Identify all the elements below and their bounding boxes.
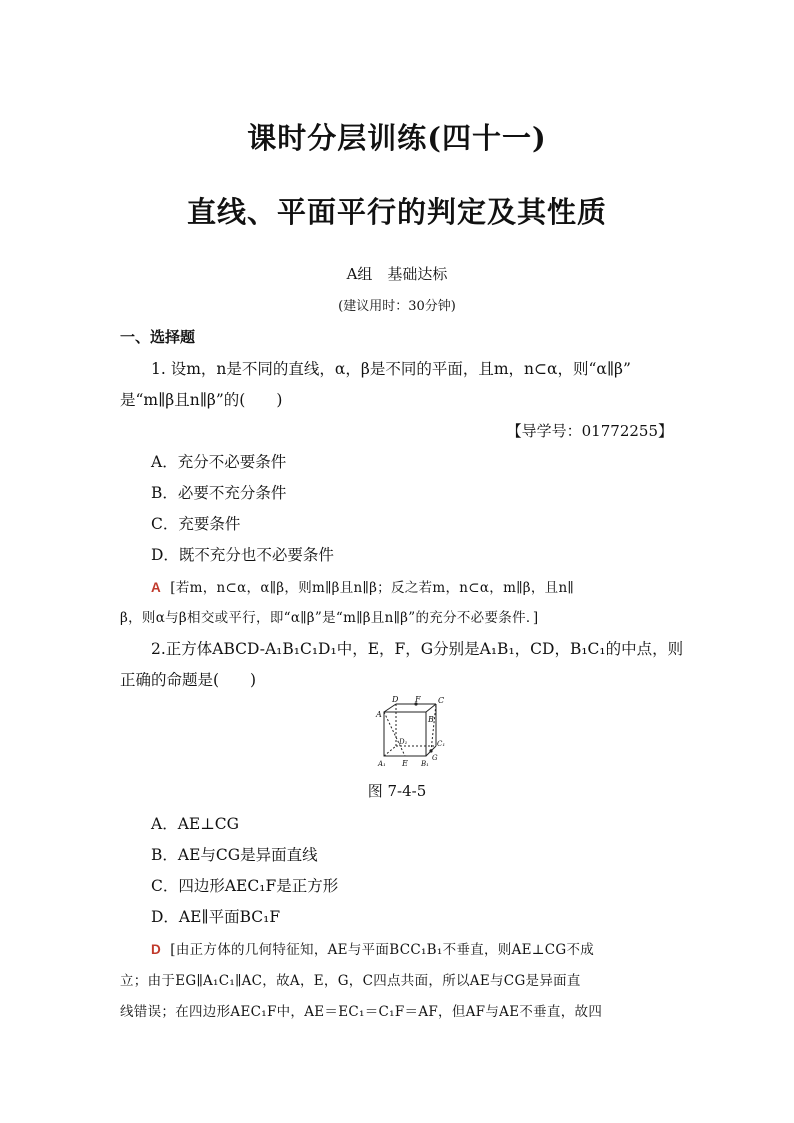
label-b: B (428, 715, 434, 724)
q2-answer-line1 (151, 938, 594, 958)
q1-explanation-1: [若m，n⊂α，α∥β，则m∥β且n∥β；反之若m，n⊂α，m∥β，且n∥ (170, 580, 574, 596)
q2-stem-line2: 正确的命题是( ) (120, 671, 257, 689)
point-g (429, 749, 432, 752)
label-d1: D₁ (399, 738, 408, 746)
q1-option-c: C．充要条件 (151, 515, 241, 533)
q1-stem-line1: 1. 设m，n是不同的直线，α，β是不同的平面，且m，n⊂α，则“α∥β” (151, 360, 631, 378)
q2-explanation-1: [由正方体的几何特征知，AE与平面BCC₁B₁不垂直，则AE⊥CG不成 (170, 942, 595, 958)
q1-option-d: D．既不充分也不必要条件 (151, 546, 334, 564)
q2-answer-letter: D (151, 942, 162, 957)
q1-guide-number: 【导学号：01772255】 (506, 422, 673, 440)
label-c1: C₁ (437, 740, 446, 748)
time-note: (建议用时：30分钟) (338, 299, 456, 314)
cube-front-face (384, 712, 426, 756)
figure-caption: 图 7-4-5 (367, 782, 427, 800)
label-e: E (402, 759, 408, 768)
q2-stem-line1: 2.正方体ABCD-A₁B₁C₁D₁中，E，F，G分别是A₁B₁，CD，B₁C₁的中点，则 (151, 640, 684, 658)
page-title: 课时分层训练(四十一) (247, 121, 547, 155)
q2-explanation-3: 线错误；在四边形AEC₁F中，AE＝EC₁＝C₁F＝AF，但AF与AE不垂直，故四 (120, 1004, 603, 1020)
q2-option-a: A．AE⊥CG (151, 815, 240, 833)
label-a: A (376, 710, 382, 719)
q2-option-b: B．AE与CG是异面直线 (151, 846, 318, 864)
cube-figure (374, 694, 454, 774)
cube-line-cg (431, 704, 436, 751)
cube-hidden-a1d1 (384, 746, 396, 756)
label-f: F (415, 695, 421, 704)
q2-option-d: D．AE∥平面BC₁F (151, 908, 281, 926)
q1-option-b: B．必要不充分条件 (151, 484, 287, 502)
label-b1: B₁ (421, 760, 429, 768)
label-c: C (438, 696, 445, 705)
q1-explanation-2: β，则α与β相交或平行，即“α∥β”是“m∥β且n∥β”的充分不必要条件．] (120, 610, 539, 626)
q1-answer-letter: A (151, 580, 162, 595)
page-subtitle: 直线、平面平行的判定及其性质 (186, 195, 607, 229)
group-heading: A组 基础达标 (346, 265, 448, 283)
cube-edge-bc (426, 704, 436, 712)
q2-option-c: C．四边形AEC₁F是正方形 (151, 877, 339, 895)
cube-line-ae (384, 712, 405, 756)
section-heading: 一、选择题 (120, 328, 196, 346)
label-g: G (432, 754, 438, 762)
q1-stem-line2: 是“m∥β且n∥β”的( ) (120, 391, 283, 409)
label-a1: A₁ (378, 760, 386, 768)
q1-answer-line1 (151, 576, 574, 596)
label-d: D (392, 695, 399, 704)
q2-explanation-2: 立；由于EG∥A₁C₁∥AC，故A，E，G，C四点共面，所以AE与CG是异面直 (120, 973, 581, 989)
q1-option-a: A．充分不必要条件 (151, 453, 287, 471)
cube-edge-ad (384, 704, 396, 712)
